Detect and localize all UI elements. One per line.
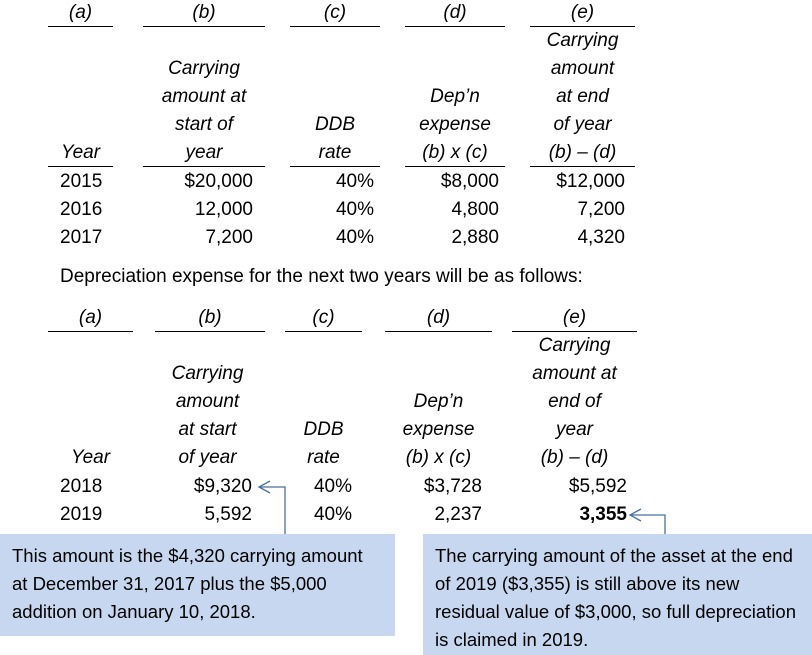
header-e-line: amount bbox=[550, 58, 615, 79]
cell-dep: 2,880 bbox=[451, 227, 499, 248]
header-e-line: at end bbox=[556, 86, 609, 107]
header-d-line: expense bbox=[402, 419, 475, 440]
cell-start: 5,592 bbox=[204, 504, 252, 525]
header-e-line: Carrying bbox=[538, 335, 611, 356]
cell-end: $5,592 bbox=[568, 476, 627, 497]
cell-rate: 40% bbox=[313, 504, 352, 525]
col-letter-c: (c) bbox=[323, 2, 347, 23]
header-b-line: start of bbox=[174, 114, 234, 135]
header-d-line: (b) x (c) bbox=[422, 142, 488, 163]
col-letter-b: (b) bbox=[198, 307, 222, 328]
col-letter-d: (d) bbox=[443, 2, 467, 23]
col-letter-c: (c) bbox=[312, 307, 335, 328]
cell-rate: 40% bbox=[335, 171, 374, 192]
header-c-line: DDB bbox=[314, 114, 356, 135]
cell-year: 2019 bbox=[60, 504, 103, 525]
header-e-line: end of bbox=[548, 391, 601, 412]
cell-dep: 4,800 bbox=[451, 199, 499, 220]
header-c-line: rate bbox=[307, 447, 340, 468]
col-letter-e: (e) bbox=[562, 307, 587, 328]
header-c-line: rate bbox=[318, 142, 352, 163]
cell-year: 2015 bbox=[60, 171, 103, 192]
header-b-line: Carrying bbox=[171, 363, 244, 384]
intro-text: Depreciation expense for the next two years will be as follows: bbox=[60, 266, 583, 287]
col-letter-a: (a) bbox=[68, 2, 93, 23]
header-b-line: year bbox=[185, 142, 223, 163]
cell-end-highlight: 3,355 bbox=[579, 504, 627, 525]
header-year: Year bbox=[60, 142, 101, 163]
col-letter-d: (d) bbox=[426, 307, 451, 328]
header-c-line: DDB bbox=[303, 419, 344, 440]
cell-start: $9,320 bbox=[193, 476, 252, 497]
cell-year: 2018 bbox=[60, 476, 103, 497]
cell-dep: $3,728 bbox=[423, 476, 482, 497]
cell-end: 4,320 bbox=[577, 227, 625, 248]
header-year: Year bbox=[70, 447, 111, 468]
callout-left: This amount is the $4,320 carrying amount at December 31, 2017 plus the $5,000 addition on January 10, 2018. bbox=[0, 534, 395, 636]
callout-right: The carrying amount of the asset at the end of 2019 ($3,355) is still above its new residual value of $3,000, so full depreciation is claimed in 2019. bbox=[423, 534, 812, 655]
header-e-line: year bbox=[556, 419, 593, 440]
cell-rate: 40% bbox=[313, 476, 352, 497]
cell-end: 7,200 bbox=[577, 199, 625, 220]
header-d-line: expense bbox=[419, 114, 491, 135]
header-b-line: amount bbox=[175, 391, 240, 412]
header-b-line: Carrying bbox=[168, 58, 240, 79]
col-letter-b: (b) bbox=[192, 2, 216, 23]
cell-dep: 2,237 bbox=[434, 504, 482, 525]
col-letter-e: (e) bbox=[570, 2, 595, 23]
arrow-left-connector bbox=[259, 487, 285, 534]
col-letter-a: (a) bbox=[78, 307, 103, 328]
header-e-line: (b) – (d) bbox=[548, 142, 617, 163]
cell-dep: $8,000 bbox=[440, 171, 499, 192]
cell-year: 2016 bbox=[60, 199, 103, 220]
cell-rate: 40% bbox=[335, 199, 374, 220]
header-d-line: Dep’n bbox=[430, 86, 480, 107]
header-e-line: amount at bbox=[532, 363, 617, 384]
header-b-line: of year bbox=[178, 447, 237, 468]
cell-start: 12,000 bbox=[194, 199, 253, 220]
cell-start: $20,000 bbox=[184, 171, 253, 192]
header-d-line: (b) x (c) bbox=[405, 447, 472, 468]
header-d-line: Dep’n bbox=[413, 391, 464, 412]
cell-end: $12,000 bbox=[556, 171, 625, 192]
header-e-line: Carrying bbox=[546, 30, 619, 51]
header-e-line: (b) – (d) bbox=[540, 447, 609, 468]
header-e-line: of year bbox=[553, 114, 612, 135]
cell-start: 7,200 bbox=[205, 227, 253, 248]
cell-rate: 40% bbox=[335, 227, 374, 248]
header-b-line: amount at bbox=[161, 86, 247, 107]
header-b-line: at start bbox=[178, 419, 237, 440]
cell-year: 2017 bbox=[60, 227, 103, 248]
